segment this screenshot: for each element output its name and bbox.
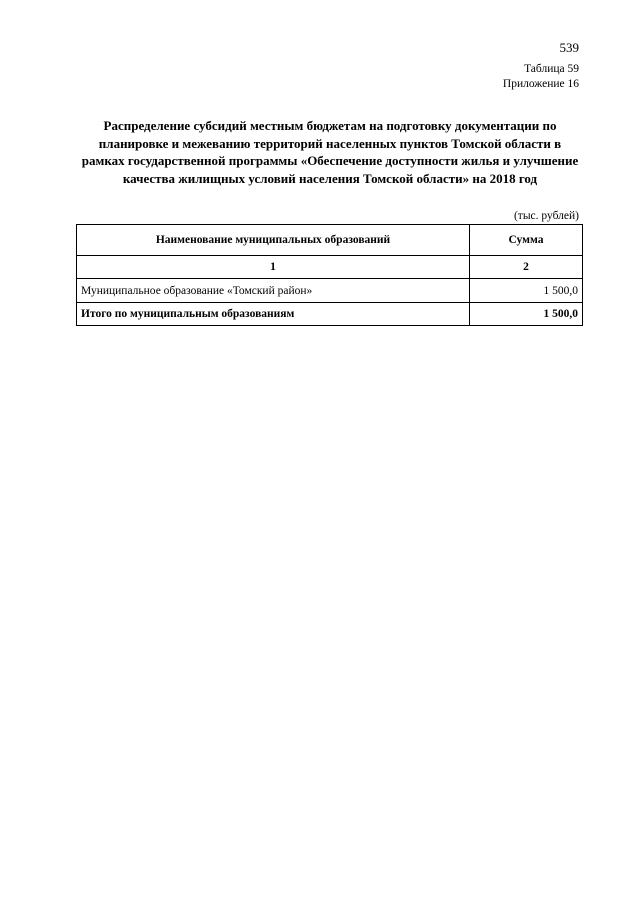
table-row (77, 279, 583, 303)
subsidy-table (76, 224, 583, 326)
row-municipality-name: Муниципальное образование «Томский район» (77, 279, 470, 303)
units-label: (тыс. рублей) (513, 210, 579, 222)
column-numbers-row (77, 256, 583, 279)
column-number-1: 1 (77, 256, 470, 279)
row-amount: 1 500,0 (470, 279, 583, 303)
document-title: Распределение субсидий местным бюджетам на подготовку документации по планировке и межеванию территорий населенных пунктов Томской области в рамках государственной программы «Обеспечение доступности жилья и улучшение качества жилищных условий населения Томской области» на 2018 год (81, 118, 579, 186)
table-header-row (77, 225, 583, 256)
table-label: Таблица 59 (524, 63, 579, 75)
header-municipality: Наименование муниципальных образований (77, 225, 470, 256)
header-amount: Сумма (470, 225, 583, 256)
column-number-2: 2 (470, 256, 583, 279)
table-reference (503, 62, 579, 92)
total-amount: 1 500,0 (470, 303, 583, 326)
appendix-label: Приложение 16 (502, 78, 579, 90)
page-number: 539 (559, 40, 579, 55)
total-label: Итого по муниципальным образованиям (77, 303, 470, 326)
total-row (77, 303, 583, 326)
